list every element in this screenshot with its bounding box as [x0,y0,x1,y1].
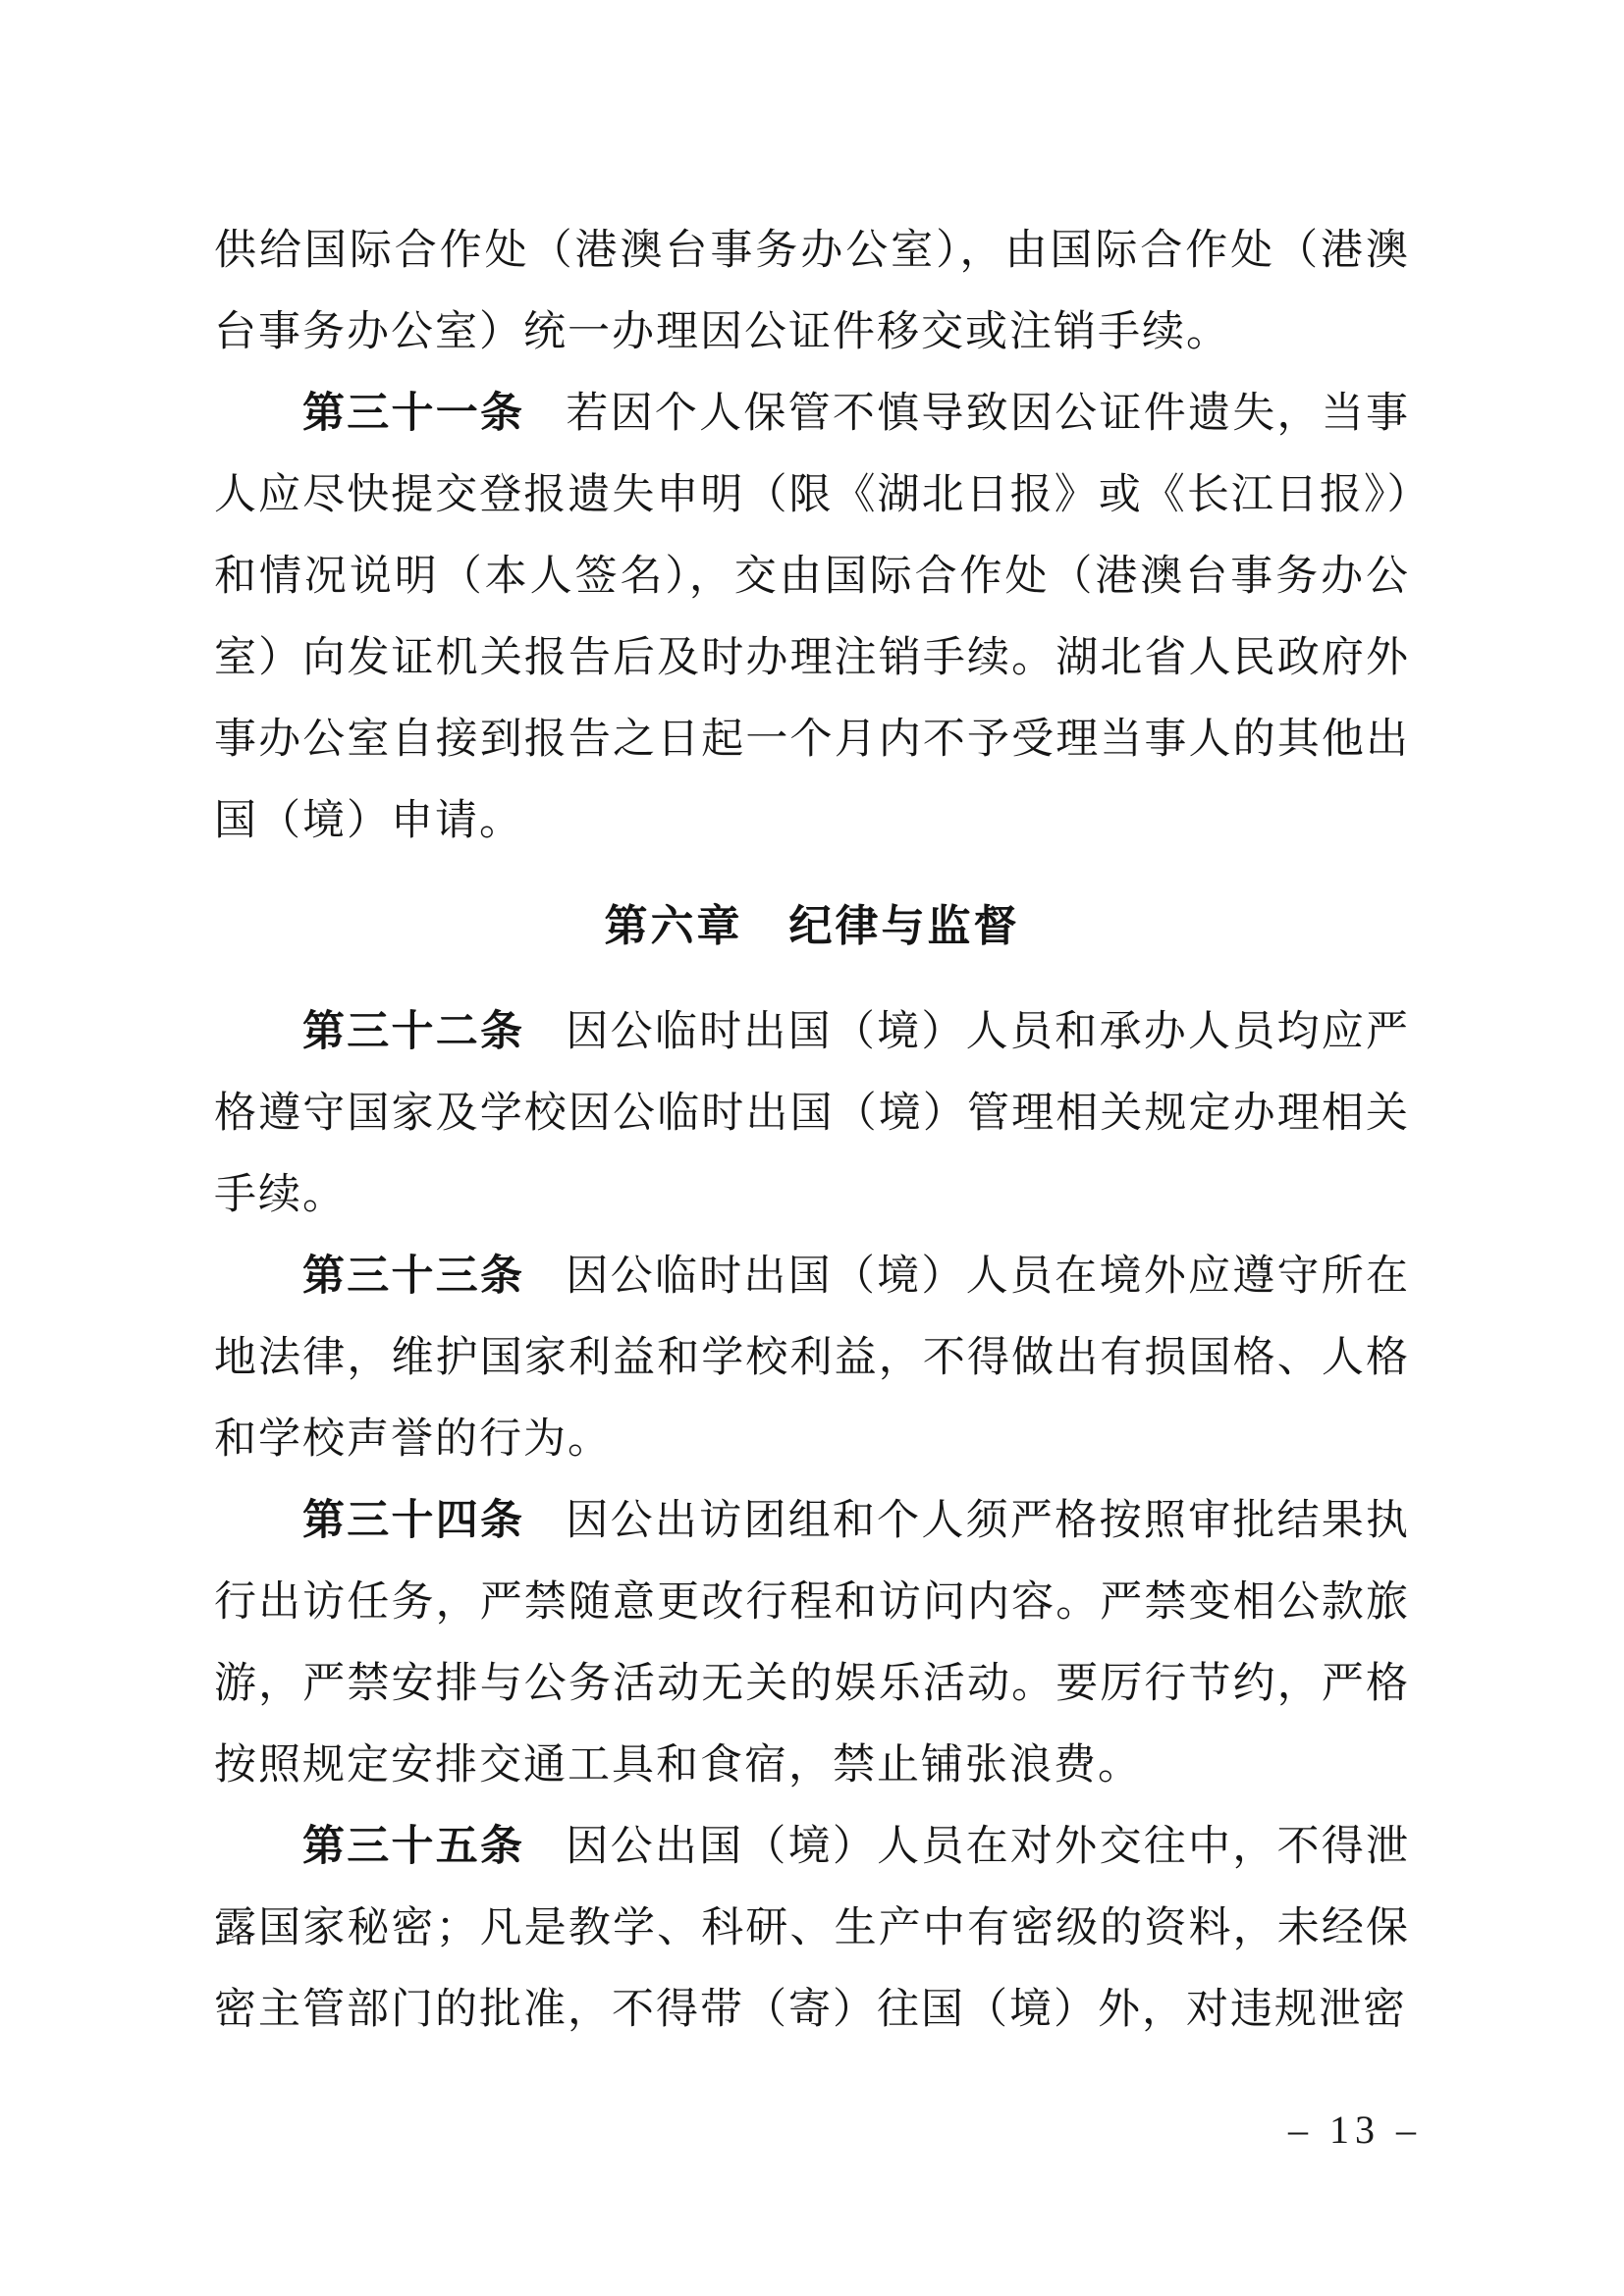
page-number: – 13 – [1288,2108,1422,2152]
paragraph-text: 因公临时出国（境）人员在境外应遵守所在地法律，维护国家利益和学校利益，不得做出有损国格、人格和学校声誉的行为。 [214,1254,1411,1463]
paragraph-text: 因公出访团组和个人须严格按照审批结果执行出访任务，严禁随意更改行程和访问内容。严禁变相公款旅游，严禁安排与公务活动无关的娱乐活动。要厉行节约，严格按照规定安排交通工具和食宿，禁止铺张浪费。 [214,1498,1411,1789]
article-number: 第三十四条 [302,1498,525,1544]
article-number: 第三十三条 [302,1254,525,1300]
paragraph-text: 因公出国（境）人员在对外交往中，不得泄露国家秘密；凡是教学、科研、生产中有密级的资料，未经保密主管部门的批准，不得带（寄）往国（境）外，对违规泄密 [214,1824,1411,2033]
article-paragraph [214,373,1410,862]
article-paragraph [214,210,1410,373]
paragraph-text: 因公临时出国（境）人员和承办人员均应严格遵守国家及学校因公临时出国（境）管理相关规定办理相关手续。 [214,1009,1411,1218]
article-paragraph [214,991,1410,1236]
article-number: 第三十五条 [302,1824,525,1870]
article-paragraph [214,1236,1410,1480]
article-number: 第三十一条 [302,391,525,437]
article-paragraph [214,1806,1410,2051]
paragraph-text: 供给国际合作处（港澳台事务办公室），由国际合作处（港澳台事务办公室）统一办理因公证件移交或注销手续。 [214,228,1410,355]
paragraph-text: 若因个人保管不慎导致因公证件遗失，当事人应尽快提交登报遗失申明（限《湖北日报》或《长江日报》）和情况说明（本人签名），交由国际合作处（港澳台事务办公室）向发证机关报告后及时办理注销手续。湖北省人民政府外事办公室自接到报告之日起一个月内不予受理当事人的其他出国（境）申请。 [214,391,1411,844]
document-body [214,210,1410,2051]
article-paragraph [214,1480,1410,1806]
article-number: 第三十二条 [302,1009,525,1055]
chapter-heading: 第六章 纪律与监督 [604,902,1020,950]
